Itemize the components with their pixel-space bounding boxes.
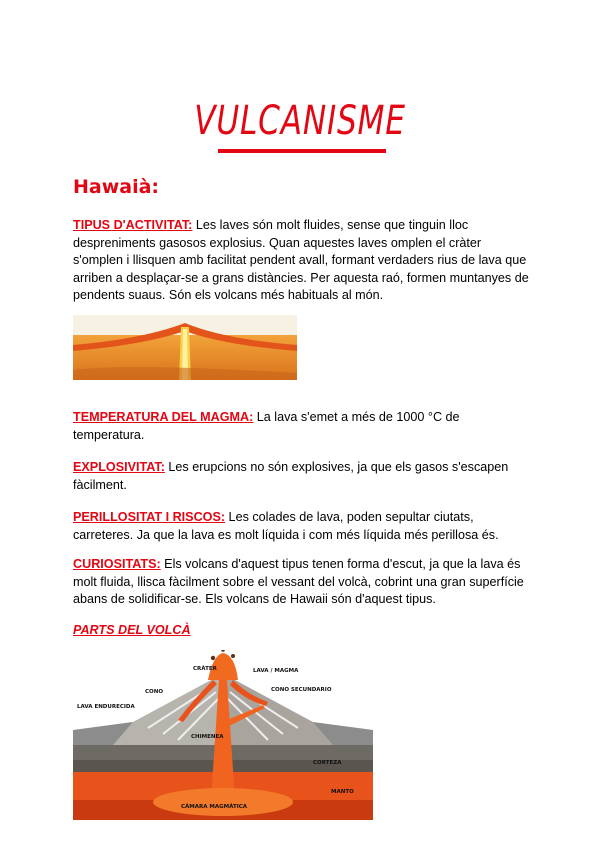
- paragraph-label: PERILLOSITAT I RISCOS:: [73, 510, 226, 524]
- label-cone: CONO: [145, 689, 163, 695]
- title-underline: [218, 149, 386, 153]
- label-secondary-cone: CONO SECUNDARIO: [271, 687, 332, 693]
- volcano-parts-diagram: [73, 650, 373, 820]
- paragraph-label: CURIOSITATS:: [73, 557, 161, 571]
- paragraph-curiosities: [73, 556, 533, 609]
- paragraph-text: Les erupcions no són explosives, ja que els gasos s'escapen fàcilment.: [73, 460, 509, 492]
- paragraph-text: Les colades de lava, poden sepultar ciutats, carreteres. Ja que la lava es molt líquida i com més líquida més perillosa és.: [73, 510, 499, 542]
- parts-title: PARTS DEL VOLCÀ: [73, 623, 191, 637]
- label-chimney: CHIMENEA: [191, 734, 224, 740]
- shield-volcano-image: [73, 315, 297, 380]
- label-mantle: MANTO: [331, 789, 354, 795]
- paragraph-label: TIPUS D'ACTIVITAT:: [73, 218, 193, 232]
- paragraph-explosivity: [73, 459, 533, 494]
- section-heading: Hawaià:: [73, 176, 160, 198]
- label-lava: LAVA / MAGMA: [253, 668, 299, 674]
- paragraph-risks: [73, 509, 533, 544]
- label-hardened-lava: LAVA ENDURECIDA: [77, 704, 135, 710]
- label-magma-chamber: CÁMARA MAGMÁTICA: [181, 804, 248, 810]
- paragraph-activity: [73, 217, 533, 305]
- paragraph-temperature: [73, 409, 533, 444]
- paragraph-text: La lava s'emet a més de 1000 °C de temperatura.: [73, 410, 460, 442]
- paragraph-text: Les laves són molt fluides, sense que tinguin lloc despreniments gasosos explosius. Quan aquestes laves omplen el cràter s'omplen i llisquen amb facilitat pendent avall, formant verdaders rius de lava que arriben a desplaçar-se a grans distàncies. Per aquesta raó, formen muntanyes de pendents suaus. Són els volcans més habituals al món.: [73, 218, 529, 302]
- paragraph-label: TEMPERATURA DEL MAGMA:: [73, 410, 254, 424]
- paragraph-label: EXPLOSIVITAT:: [73, 460, 165, 474]
- label-crust: CORTEZA: [313, 760, 342, 766]
- page-title: VULCANISME: [194, 98, 406, 144]
- paragraph-text: Els volcans d'aquest tipus tenen forma d'escut, ja que la lava és molt fluida, llisca fàcilment sobre el vessant del volcà, cobrint una gran superfície abans de solidificar-se. Els volcans de Hawaii són d'aquest tipus.: [73, 557, 524, 606]
- label-crater: CRÀTER: [193, 666, 217, 672]
